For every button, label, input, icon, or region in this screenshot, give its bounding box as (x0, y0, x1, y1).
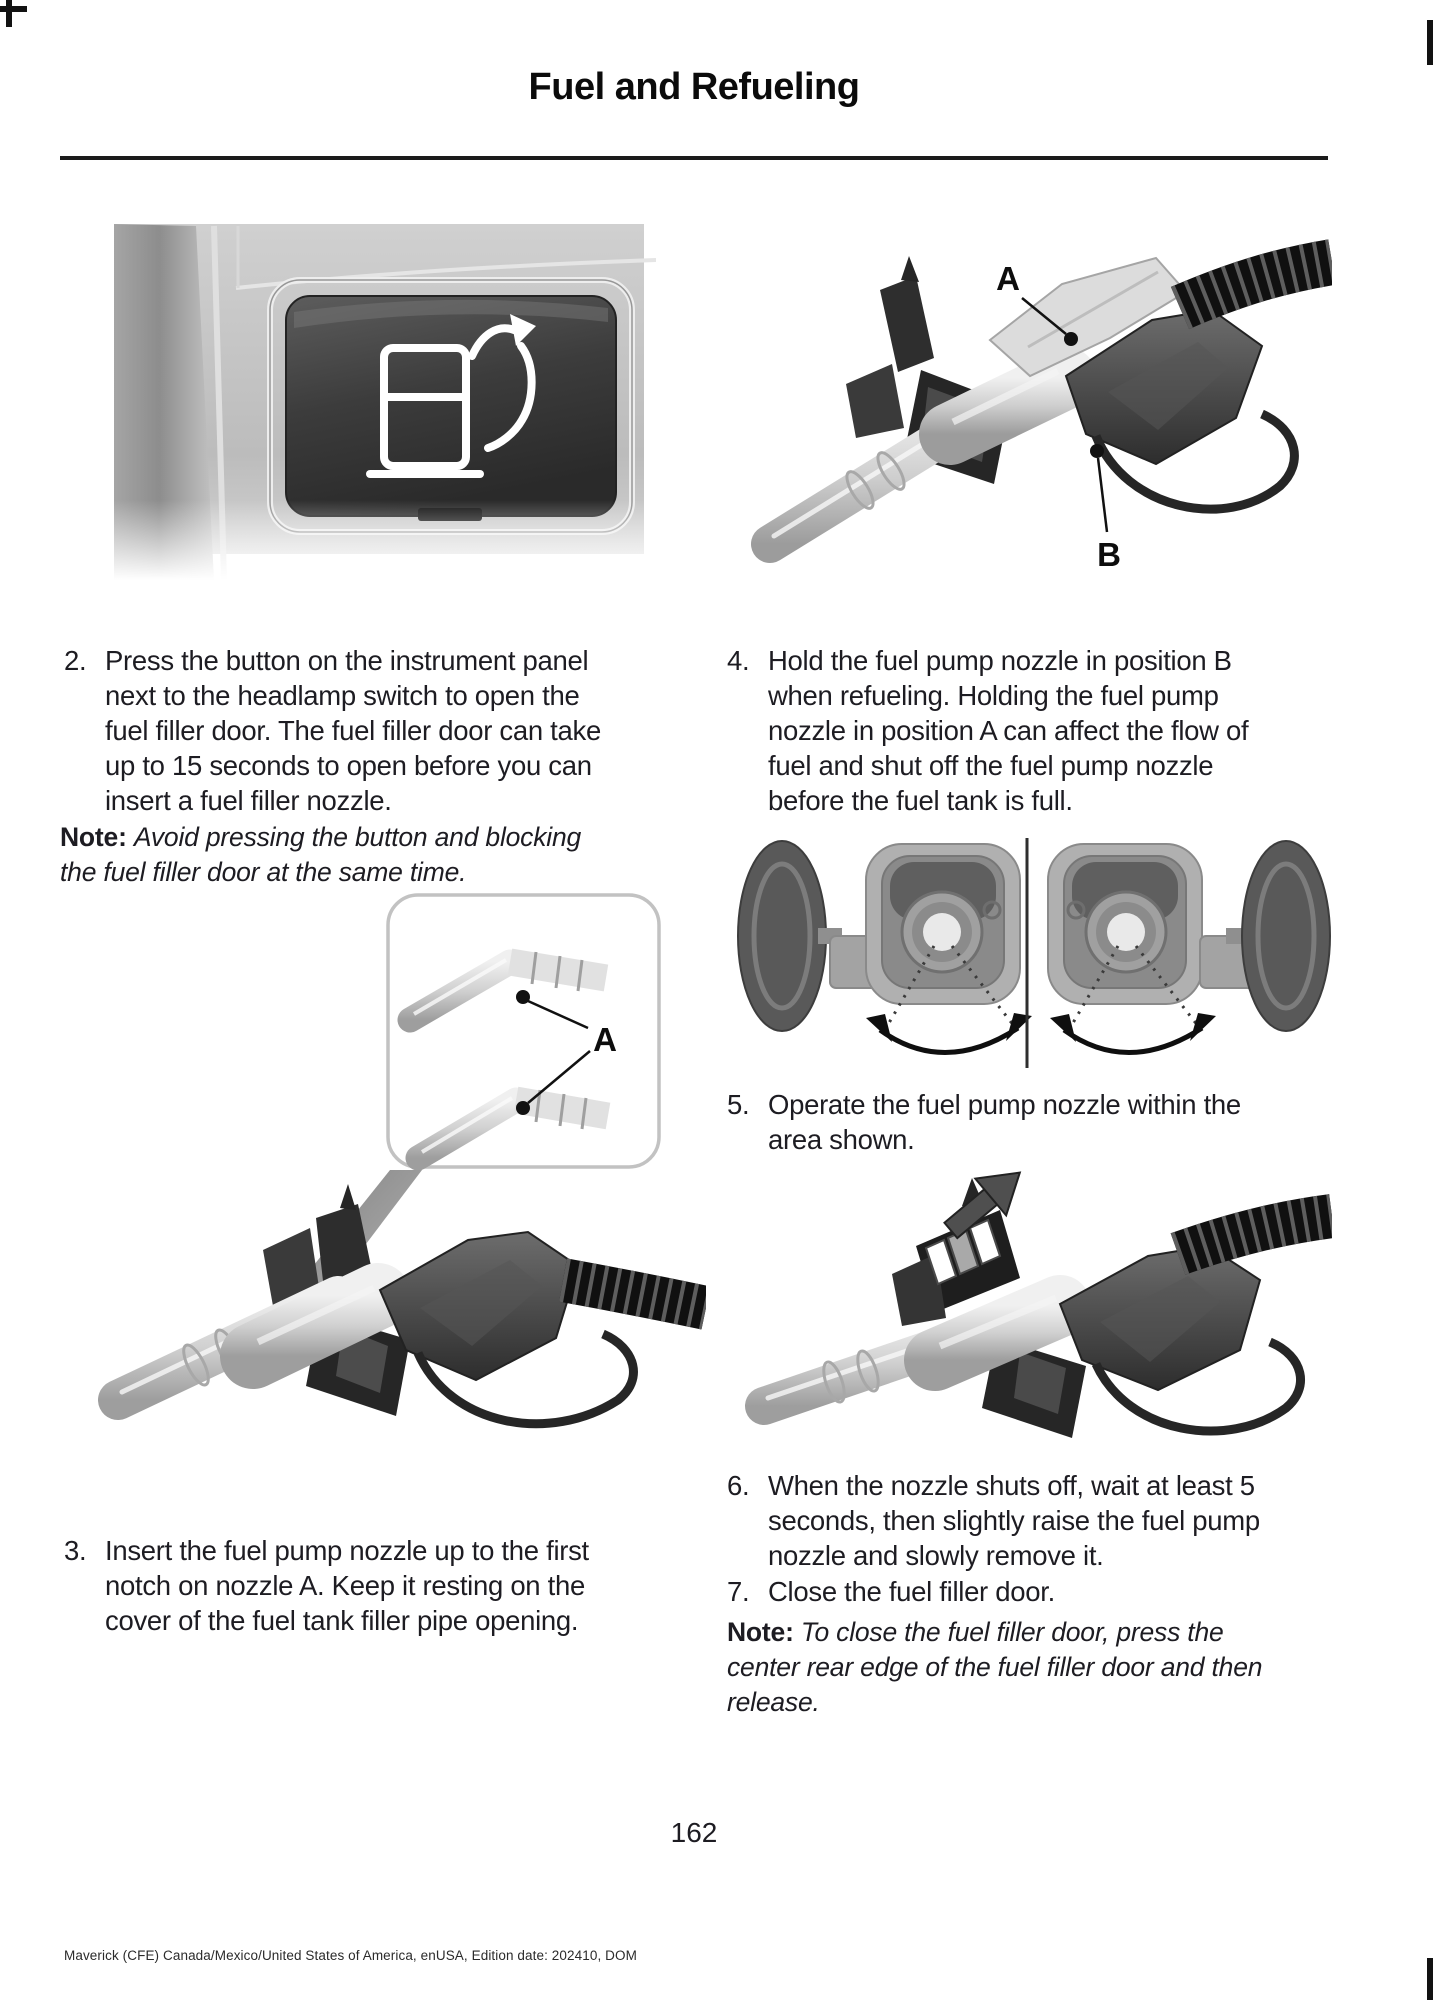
step-text: Close the fuel filler door. (768, 1576, 1055, 1607)
nozzle-remove-illustration (730, 1156, 1332, 1452)
step-text: Insert the fuel pump nozzle up to the first notch on nozzle A. Keep it resting on the cover of the fuel tank filler pipe opening. (105, 1535, 589, 1636)
inset-detail-box (388, 895, 659, 1167)
fuel-door-button (286, 296, 616, 516)
crop-mark-right-top (1427, 20, 1433, 65)
step-text: Hold the fuel pump nozzle in position B when refueling. Holding the fuel pump nozzle in position A can affect the flow of fuel and shut off the fuel pump nozzle before the fuel tank is full. (768, 645, 1249, 816)
step-item-4 (727, 643, 1265, 818)
sweep-arrow (1064, 1028, 1202, 1053)
sweep-arrow (880, 1028, 1018, 1053)
fuel-filler-door-button-illustration (84, 196, 656, 580)
crop-mark-top-left-h (0, 6, 27, 12)
step-item-6 (727, 1468, 1267, 1573)
note-fuel-filler-door (60, 820, 608, 890)
page-title: Fuel and Refueling (528, 66, 860, 108)
note-label: Note: (727, 1617, 794, 1647)
svg-text:A: A (996, 260, 1020, 297)
step-text: Press the button on the instrument panel next to the headlamp switch to open the fuel filler door. The fuel filler door can take up to 15 seconds to open before you can insert a fuel filler nozzle. (105, 645, 601, 816)
step-number: 2. (64, 645, 87, 676)
footer-edition-info: Maverick (CFE) Canada/Mexico/United States of America, enUSA, Edition date: 202410, DOM (64, 1948, 637, 1963)
note-label: Note: (60, 822, 127, 852)
filler-view-right (1048, 841, 1330, 1053)
svg-text:B: B (1097, 536, 1121, 573)
step-item-3 (64, 1533, 612, 1638)
step-number: 4. (727, 645, 750, 676)
filler-opening-area-illustration (730, 836, 1332, 1076)
crop-mark-top-left-v (6, 0, 12, 27)
step-number: 3. (64, 1535, 87, 1566)
step-item-5 (727, 1087, 1265, 1157)
step-number: 5. (727, 1089, 750, 1120)
step-text: When the nozzle shuts off, wait at least 5 seconds, then slightly raise the fuel pump nozzle and slowly remove it. (768, 1470, 1260, 1571)
step-text: Operate the fuel pump nozzle within the area shown. (768, 1089, 1241, 1155)
nozzle-positions-illustration (728, 172, 1332, 624)
fuel-filler-door-open (738, 841, 826, 1031)
nozzle-insert-illustration (58, 888, 706, 1488)
note-text: To close the fuel filler door, press the center rear edge of the fuel filler door and then release. (727, 1617, 1263, 1717)
step-item-2 (64, 643, 612, 818)
title-divider (60, 156, 1328, 160)
fuel-pump-nozzle-drawing (118, 1232, 706, 1424)
crop-mark-right-bottom (1427, 1958, 1433, 2000)
fuel-filler-door-open (1242, 841, 1330, 1031)
page-number: 162 (670, 1817, 718, 1848)
filler-view-left (738, 841, 1032, 1053)
step-number: 6. (727, 1470, 750, 1501)
instrument-panel-drawing (84, 224, 656, 580)
step-item-7 (727, 1574, 1267, 1609)
step-number: 7. (727, 1576, 750, 1607)
note-text: Avoid pressing the button and blocking the fuel filler door at the same time. (60, 822, 582, 887)
note-close-fuel-filler-door (727, 1615, 1272, 1720)
svg-text:A: A (593, 1021, 617, 1058)
